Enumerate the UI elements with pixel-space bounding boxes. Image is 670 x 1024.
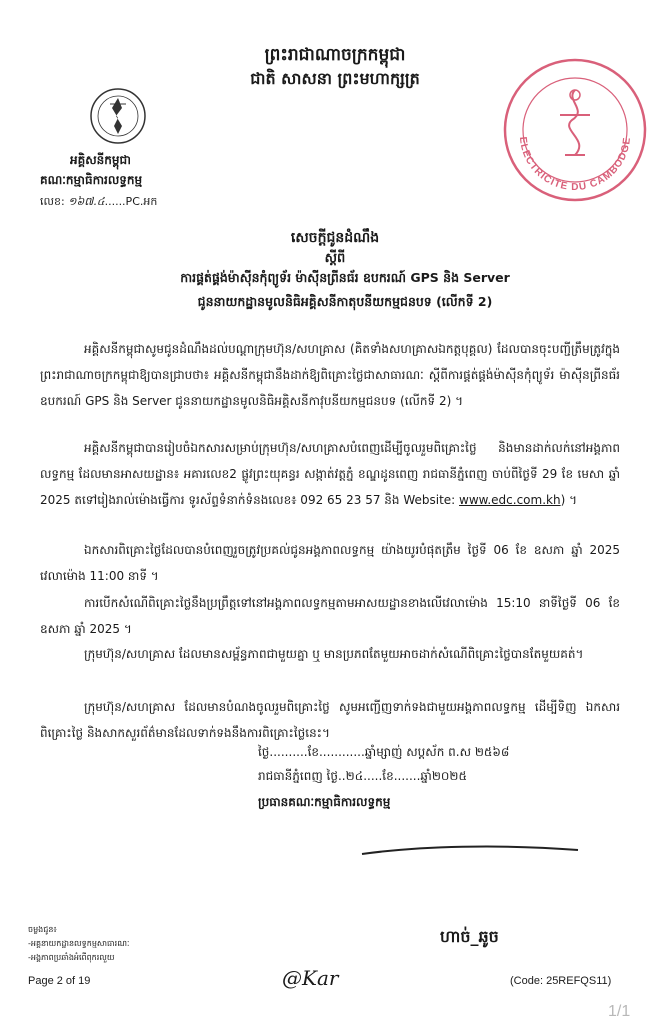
document-code: (Code: 25REFQS11) xyxy=(510,975,612,987)
paragraph-6-text: ក្រុមហ៊ុន/សហគ្រាស ដែលមានបំណងចូលរួមពិគ្រោះថ្លៃ សូមអញ្ជើញទាក់ទងជាមួយអង្គភាពលទ្ធកម្ម ដើម្បីទិញ ឯកសារពិគ្រោះថ្លៃ និងសាកសួរព័ត៌មានដែលទាក់ទងនឹងការពិគ្រោះថ្លៃនេះ។ xyxy=(40,700,620,740)
edc-logo xyxy=(88,86,148,146)
page-number: Page 2 of 19 xyxy=(28,975,91,987)
nation-motto: ជាតិ សាសនា ព្រះមហាក្សត្រ xyxy=(250,69,420,88)
paragraph-5 xyxy=(40,641,620,667)
reference-number xyxy=(40,195,157,211)
signatory-title: ប្រធានគណៈកម្មាធិការលទ្ធកម្ម xyxy=(258,795,391,809)
official-seal xyxy=(500,55,650,205)
paragraph-2-end: ) ។ xyxy=(560,493,577,507)
signature-stroke xyxy=(360,842,580,858)
notice-subject-line2: ជូននាយកដ្ឋានមូលនិធិអគ្គិសនីកាតុបនីយកម្មជនបទ (លើកទី 2) xyxy=(197,294,493,309)
ref-number: ១៦៧.៤ xyxy=(68,195,105,208)
paragraph-2-text xyxy=(40,435,620,513)
notice-subject-line1: ការផ្គត់ផ្គង់ម៉ាស៊ីនកុំព្យូទ័រ ម៉ាស៊ីនព្រីនធ័រ ឧបករណ៍ GPS និង Server xyxy=(180,270,510,285)
ref-suffix: ......PC.អក xyxy=(104,195,158,208)
paragraph-1-text: អគ្គិសនីកម្ពុជាសូមជូនដំណឹងដល់បណ្តាក្រុមហ៊ុន/សហគ្រាស (គិតទាំងសហគ្រាសឯកត្តបុគ្គល) ដែលបានចុះបញ្ជីត្រឹមត្រូវក្នុងព្រះរាជាណាចក្រកម្ពុជាឱ្យបានជ្រាបថា៖ អគ្គិសនីកម្ពុជានឹងដាក់ឱ្យពិគ្រោះថ្លៃជាសាធារណៈ ស្តីពីការផ្គត់ផ្គង់ម៉ាស៊ីនកុំព្យូទ័រ ម៉ាស៊ីនព្រីនធ័រ ឧបករណ៍ GPS និង Server ជូននាយកដ្ឋានមូលនិធិអគ្គិសនីកាវុបនីយកម្មជនបទ (លើកទី 2) ។ xyxy=(40,342,620,408)
cc-recipient-2: -អង្គភាពប្រឆាំងអំពើពុករលួយ xyxy=(28,953,115,962)
website-link[interactable]: www.edc.com.kh xyxy=(459,493,561,507)
paragraph-4-text: ការបើកសំណើពិគ្រោះថ្លៃនឹងប្រព្រឹត្តទៅនៅអង្គភាពលទ្ធកម្មតាមអាសយដ្ឋានខាងលើវេលាម៉ោង 15:10 នាទីថ្ងៃទី 06 ខែ ឧសភា ឆ្នាំ 2025 ។ xyxy=(40,596,620,636)
paragraph-2 xyxy=(40,435,620,513)
committee-name: គណៈកម្មាធិការលទ្ធកម្ម xyxy=(40,173,143,187)
cc-recipient-1: -អគ្គនាយកដ្ឋានលទ្ធកម្មសាធារណៈ xyxy=(28,939,130,948)
org-name: អគ្គិសនីកម្ពុជា xyxy=(70,153,131,167)
solar-date-line: រាជធានីភ្នំពេញ ថ្ងៃ..២៤.....ខែ.......ឆ្នាំ២០២៥ xyxy=(258,769,467,783)
notice-title: សេចក្តីជូនដំណឹង xyxy=(290,230,380,246)
handwritten-initials: @Kar xyxy=(282,966,339,990)
kingdom-heading: ព្រះរាជាណាចក្រកម្ពុជា xyxy=(264,45,406,65)
lunar-date-line: ថ្ងៃ..........ខែ............ឆ្នាំម្សាញ់ សប្តស័ក ព.ស ២៥៦៨ xyxy=(258,745,510,759)
cc-heading: ចម្លងជូន៖ xyxy=(28,925,57,934)
paragraph-3 xyxy=(40,537,620,589)
paragraph-5-text: ក្រុមហ៊ុន/សហគ្រាស ដែលមានសម្ព័ន្ធភាពជាមួយគ្នា ឬ មានប្រភពតែមួយអាចដាក់សំណើពិគ្រោះថ្លៃបានតែមួយគត់។ xyxy=(84,647,584,661)
paragraph-1 xyxy=(40,336,620,414)
paragraph-6 xyxy=(40,694,620,746)
paragraph-3-text: ឯកសារពិគ្រោះថ្លៃដែលបានបំពេញរួចត្រូវប្រគល់ជូនអង្គភាពលទ្ធកម្ម យ៉ាងយូរបំផុតត្រឹម ថ្ងៃទី 06 ខែ ឧសភា ឆ្នាំ 2025 វេលាម៉ោង 11:00 នាទី ។ xyxy=(40,543,620,583)
notice-subject-label: ស្តីពី xyxy=(324,251,346,266)
ref-label: លេខ: xyxy=(40,195,65,208)
svg-text:ELECTRICITE DU CAMBODGE: ELECTRICITE DU CAMBODGE xyxy=(516,136,634,194)
signatory-name: ហាច់_ឆូច xyxy=(440,927,499,946)
paragraph-4 xyxy=(40,590,620,642)
paragraph-2-main: អគ្គិសនីកម្ពុជាបានរៀបចំឯកសារសម្រាប់ក្រុមហ៊ុន/សហគ្រាសបំពេញដើម្បីចូលរួមពិគ្រោះថ្លៃ និងមានដាក់លក់នៅអង្គភាពលទ្ធកម្ម ដែលមានអាសយដ្ឋាន៖ អគារលេខ2 ផ្លូវព្រះយុគន្ធរ សង្កាត់វត្តភ្នំ ខណ្ឌដូនពេញ រាជធានីភ្នំពេញ ចាប់ពីថ្ងៃទី 29 ខែ មេសា ឆ្នាំ 2025 តទៅរៀងរាល់ម៉ោងធ្វើការ ទូរស័ព្ទទំនាក់ទំនងលេខ៖ 092 65 23 57 និង Website: xyxy=(40,441,620,507)
viewer-page-count: 1/1 xyxy=(608,1003,631,1020)
